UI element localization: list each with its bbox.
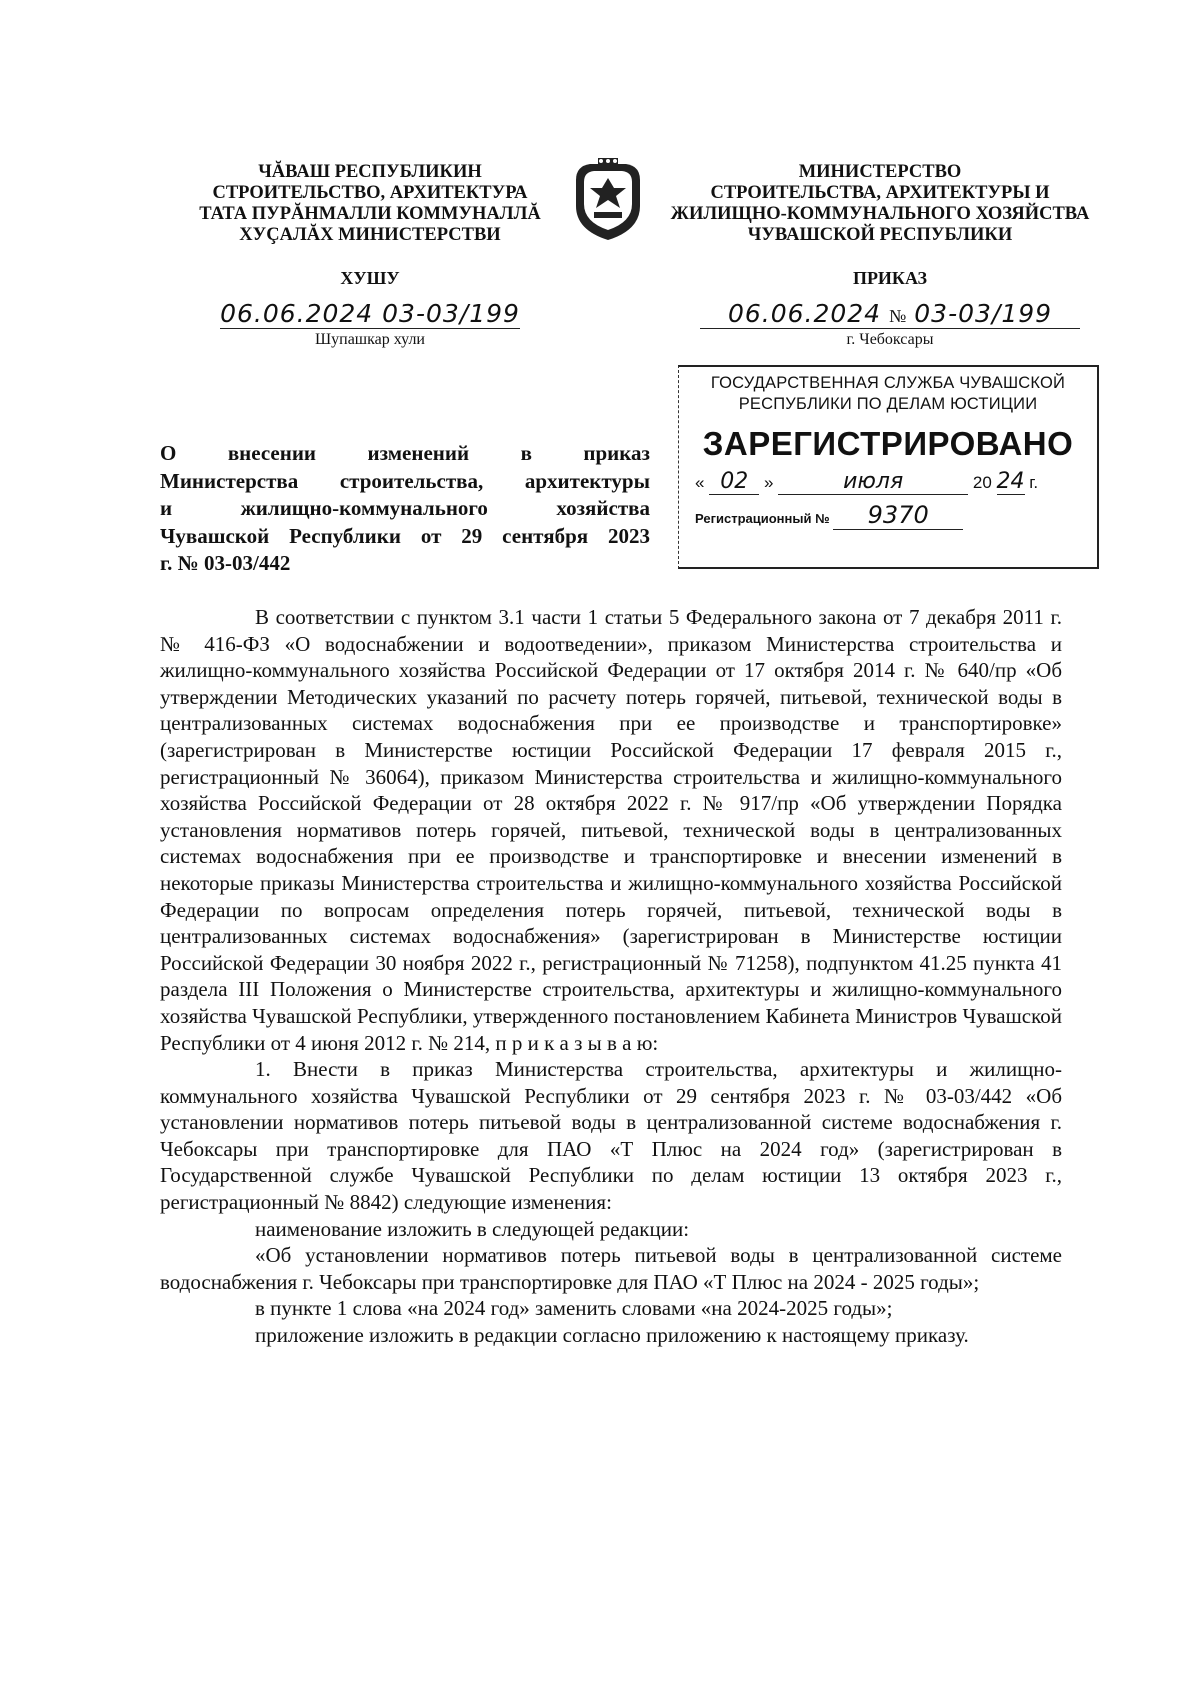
- stamp-month: июля: [778, 469, 968, 495]
- header-right-line: ЧУВАШСКОЙ РЕСПУБЛИКИ: [747, 225, 1013, 245]
- subject-line: и жилищно-коммунального хозяйства: [160, 496, 650, 520]
- order-subject: [160, 440, 650, 578]
- stamp-reg-row: [679, 501, 1097, 530]
- stamp-open-quote: «: [695, 473, 705, 492]
- stamp-close-quote: »: [763, 473, 774, 492]
- header-left-line: ЧĂВАШ РЕСПУБЛИКИН: [258, 162, 482, 182]
- stamp-year-suffix: 24: [996, 469, 1025, 494]
- body-paragraph: В соответствии с пунктом 3.1 части 1 статьи 5 Федерального закона от 7 декабря 2011 г. № 416-ФЗ «О водоснабжении и водоотведении», приказом Министерства строительства и жилищно-коммунального хозяйства Российской Федерации от 17 октября 2014 г. № 640/пр «Об утверждении Методических указаний по расчету потерь горячей, питьевой, технической воды в централизованных системах водоснабжения при ее производстве и транспортировке» (зарегистрирован в Министерстве юстиции Российской Федерации 17 февраля 2015 г., регистрационный № 36064), приказом Министерства строительства и жилищно-коммунального хозяйства Российской Федерации от 28 октября 2022 г. № 917/пр «Об утверждении Порядка установления нормативов потерь горячей, питьевой, технической воды в централизованных системах водоснабжения при ее производстве и транспортировке и внесении изменений в некоторые приказы Министерства строительства и жилищно-коммунального хозяйства Российской Федерации по вопросам определения потерь горячей, питьевой, технической воды в централизованных системах водоснабжения» (зарегистрирован в Министерстве юстиции Российской Федерации 30 ноября 2022 г., регистрационный № 71258), подпунктом 41.25 пункта 41 раздела III Положения о Министерстве строительства, архитектуры и жилищно-коммунального хозяйства Чувашской Республики, утвержденного постановлением Кабинета Министров Чувашской Республики от 4 июня 2012 г. № 214, п р и к а з ы в а ю:: [160, 605, 1062, 1055]
- header-right-line: МИНИСТЕРСТВО: [798, 162, 962, 182]
- stamp-org-line: РЕСПУБЛИКИ ПО ДЕЛАМ ЮСТИЦИИ: [738, 395, 1038, 413]
- header-left-line: ТАТА ПУРĂНМАЛЛИ КОММУНАЛЛĂ: [199, 204, 541, 224]
- order-left-date-number: 06.06.2024 03-03/199: [220, 299, 520, 328]
- header-left: [170, 162, 570, 246]
- stamp-day: 02: [709, 469, 759, 495]
- order-right-title: ПРИКАЗ: [852, 268, 928, 288]
- stamp-status: ЗАРЕГИСТРИРОВАНО: [702, 425, 1074, 462]
- order-left-title: ХУШУ: [340, 268, 400, 288]
- header-right-line: СТРОИТЕЛЬСТВА, АРХИТЕКТУРЫ И: [710, 183, 1050, 203]
- header-left-line: СТРОИТЕЛЬСТВО, АРХИТЕКТУРА: [212, 183, 528, 203]
- subject-line: О внесении изменений в приказ: [160, 441, 650, 465]
- body-paragraph: «Об установлении нормативов потерь питьевой воды в централизованной системе водоснабжения г. Чебоксары при транспортировке для ПАО «Т Плюс на 2024 - 2025 годы»;: [160, 1243, 1062, 1294]
- order-left: [190, 268, 550, 349]
- body-paragraph: приложение изложить в редакции согласно приложению к настоящему приказу.: [255, 1323, 969, 1348]
- order-left-city: Шупашкар хули: [315, 331, 425, 348]
- body-paragraph: наименование изложить в следующей редакции:: [255, 1216, 690, 1241]
- subject-line: Чувашской Республики от 29 сентября 2023: [160, 523, 650, 548]
- header-right-line: ЖИЛИЩНО-КОММУНАЛЬНОГО ХОЗЯЙСТВА: [670, 204, 1090, 224]
- order-right-number: 03-03/199: [914, 299, 1053, 328]
- document-body: [160, 604, 1062, 1349]
- order-right-city: г. Чебоксары: [846, 331, 934, 348]
- stamp-reg-label: Регистрационный №: [695, 511, 830, 526]
- body-paragraph: в пункте 1 слова «на 2024 год» заменить словами «на 2024-2025 годы»;: [255, 1296, 893, 1321]
- subject-line: г. № 03-03/442: [160, 551, 291, 575]
- body-paragraph: 1. Внести в приказ Министерства строительства, архитектуры и жилищно-коммунального хозяйства Чувашской Республики от 29 сентября 2023 г. № 03-03/442 «Об установлении нормативов потерь питьевой воды в централизованной системе водоснабжения г. Чебоксары при транспортировке для ПАО «Т Плюс на 2024 год» (зарегистрирован в Государственной службе Чувашской Республики по делам юстиции 13 октября 2023 г., регистрационный № 8842) следующие изменения:: [160, 1057, 1062, 1215]
- stamp-year-unit: г.: [1029, 473, 1039, 492]
- coat-of-arms-icon: [568, 158, 648, 244]
- stamp-reg-number: 9370: [833, 501, 963, 530]
- header-left-line: ХУÇАЛĂХ МИНИСТЕРСТВИ: [239, 225, 501, 245]
- stamp-date-row: [679, 469, 1097, 495]
- order-right: [680, 268, 1100, 349]
- header-right: [660, 162, 1100, 246]
- stamp-year-prefix: 20: [972, 473, 992, 492]
- registration-stamp: [678, 365, 1099, 569]
- stamp-org-line: ГОСУДАРСТВЕННАЯ СЛУЖБА ЧУВАШСКОЙ: [710, 374, 1066, 392]
- number-sign: №: [889, 306, 907, 326]
- order-right-date: 06.06.2024: [727, 299, 882, 328]
- subject-line: Министерства строительства, архитектуры: [160, 468, 650, 493]
